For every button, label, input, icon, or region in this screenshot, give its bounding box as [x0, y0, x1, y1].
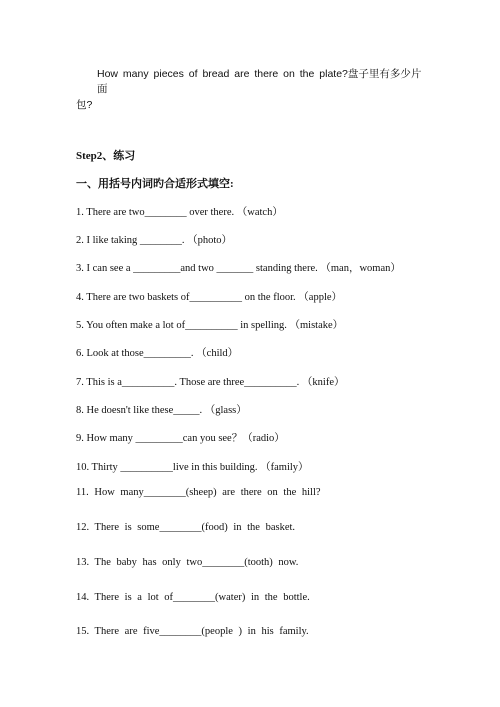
section-heading: 一、用括号内词旳合适形式填空:	[76, 178, 234, 190]
exercise-item: 12. There is some________(food) in the basket.	[76, 522, 296, 533]
exercise-item: 13. The baby has only two________(tooth) now.	[76, 557, 299, 568]
exercise-item: 4. There are two baskets of__________ on the floor. （apple）	[76, 292, 343, 303]
exercise-item: 1. There are two________ over there. （watch）	[76, 207, 283, 218]
exercise-item: 5. You often make a lot of__________ in spelling. （mistake）	[76, 320, 344, 331]
exercise-item: 10. Thirty __________live in this building. （family）	[76, 462, 309, 473]
exercise-item: 7. This is a__________. Those are three__________. （knife）	[76, 377, 345, 388]
exercise-item: 15. There are five________(people ) in his family.	[76, 626, 309, 637]
step-heading: Step2、练习	[76, 150, 136, 162]
exercise-item: 9. How many _________can you see？（radio）	[76, 433, 285, 444]
exercise-item: 11. How many________(sheep) are there on the hill?	[76, 487, 321, 498]
intro-question-continued: 包?	[76, 99, 93, 111]
exercise-item: 8. He doesn't like these_____. （glass）	[76, 405, 247, 416]
exercise-item: 6. Look at those_________. （child）	[76, 348, 239, 359]
intro-question: How many pieces of bread are there on the plate?盘子里有多少片面	[97, 68, 422, 95]
exercise-item: 2. I like taking ________. （photo）	[76, 235, 233, 246]
exercise-item: 14. There is a lot of________(water) in the bottle.	[76, 592, 310, 603]
exercise-item: 3. I can see a _________and two _______ standing there. （man，woman）	[76, 263, 401, 274]
